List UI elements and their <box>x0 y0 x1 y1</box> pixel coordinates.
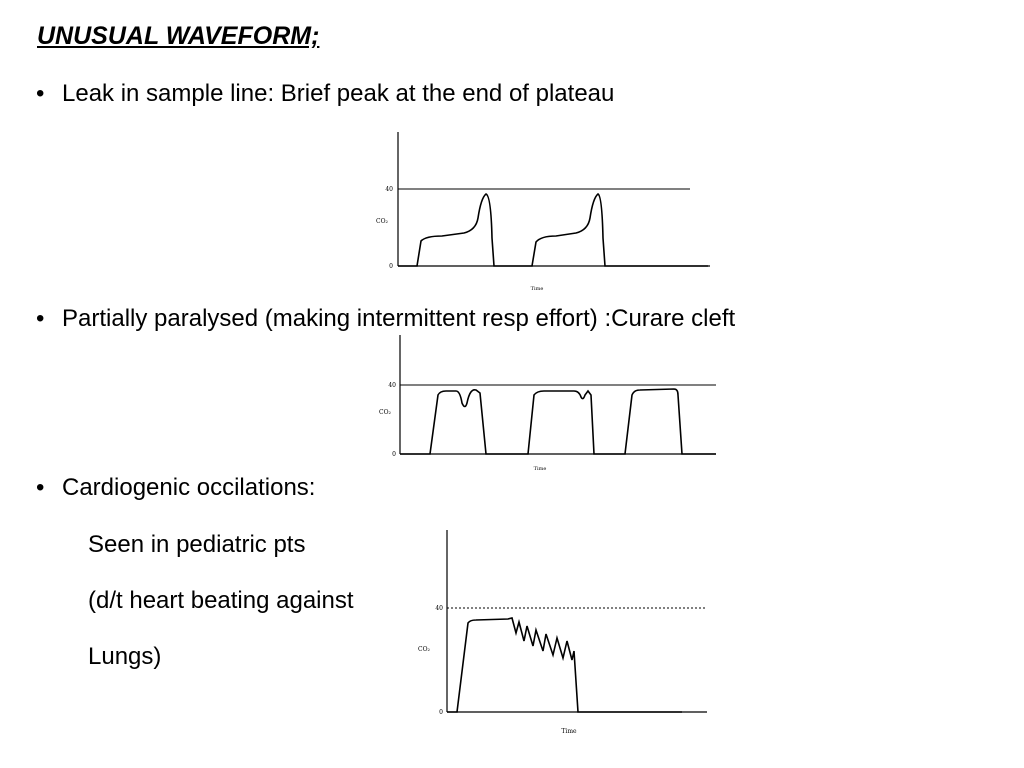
y-axis-label: CO₂ <box>379 409 391 416</box>
slide-title: UNUSUAL WAVEFORM; <box>37 22 320 50</box>
subline-heart-beating: (d/t heart beating against <box>88 587 354 614</box>
bullet-text: Cardiogenic occilations: <box>62 474 316 501</box>
x-axis-label: Time <box>533 466 547 472</box>
y-axis-label: CO₂ <box>376 218 388 225</box>
bullet-dot: • <box>36 474 45 501</box>
y-tick-0: 0 <box>392 451 396 458</box>
subline-pediatric: Seen in pediatric pts <box>88 531 306 558</box>
co2-waveform <box>398 194 708 266</box>
y-tick-0: 0 <box>389 263 393 270</box>
bullet-partially-paralysed <box>36 305 735 333</box>
bullet-dot: • <box>36 305 45 332</box>
capnogram-cardiogenic-oscillations <box>412 528 712 743</box>
bullet-text: Leak in sample line: Brief peak at the end of plateau <box>62 80 615 107</box>
bullet-text: Partially paralysed (making intermittent resp effort) :Curare cleft <box>62 305 736 332</box>
y-tick-40: 40 <box>388 382 396 389</box>
capnogram-curare-cleft <box>370 333 720 473</box>
y-tick-40: 40 <box>435 605 443 612</box>
y-tick-40: 40 <box>385 186 393 193</box>
y-axis-label: CO₂ <box>418 646 430 653</box>
x-axis-label: Time <box>530 286 544 292</box>
bullet-leak-in-sample-line <box>36 80 614 108</box>
co2-waveform <box>400 389 716 454</box>
co2-waveform <box>447 618 682 712</box>
capnogram-leak-sample-line <box>370 128 715 293</box>
bullet-cardiogenic-oscillations <box>36 474 315 502</box>
y-tick-0: 0 <box>439 709 443 716</box>
subline-lungs: Lungs) <box>88 643 162 670</box>
bullet-dot: • <box>36 80 45 107</box>
x-axis-label: Time <box>561 728 577 735</box>
